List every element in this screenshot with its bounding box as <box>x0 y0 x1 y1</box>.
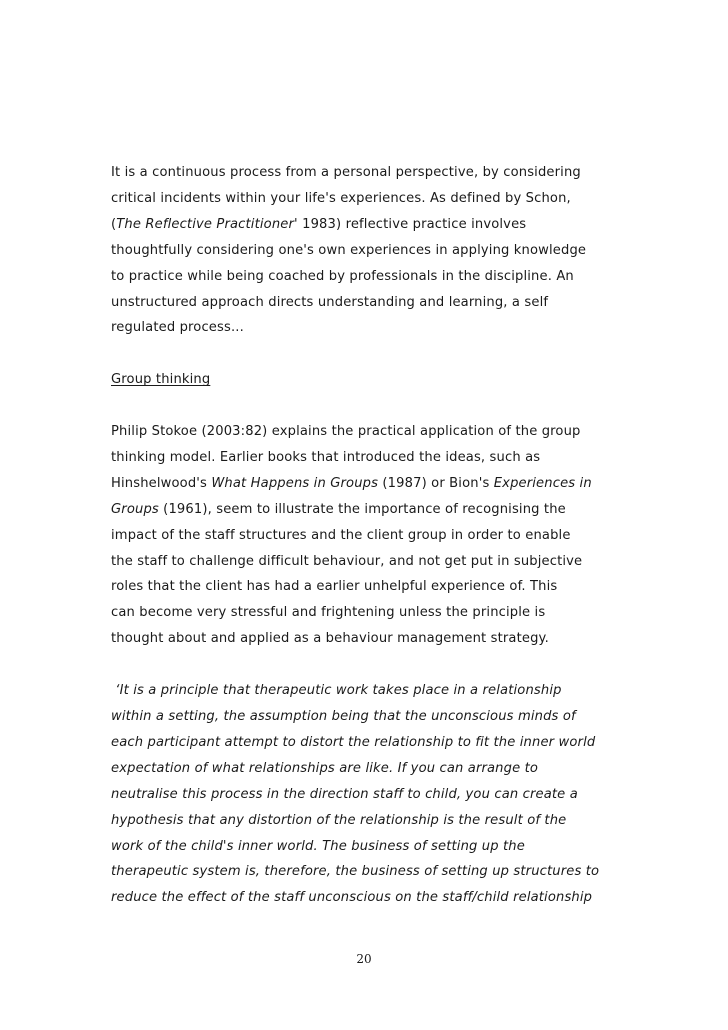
page-number: 20 <box>356 952 372 966</box>
text-fragment: Hinshelwood's <box>111 475 212 491</box>
paragraph-group-thinking <box>111 419 621 652</box>
quote-line: ‘It is a principle that therapeutic work takes place in a relationship <box>111 683 562 699</box>
text-line: thought about and applied as a behaviour management strategy. <box>111 631 549 647</box>
text-line: unstructured approach directs understanding and learning, a self <box>111 294 549 310</box>
quote-line: each participant attempt to distort the relationship to fit the inner world <box>111 734 596 750</box>
book-title: The Reflective Practitioner' <box>116 216 298 232</box>
quote-line: within a setting, the assumption being that the unconscious minds of <box>111 708 576 724</box>
book-title: What Happens in Groups <box>211 475 379 491</box>
book-title: Groups <box>111 501 159 517</box>
page-body <box>111 160 621 911</box>
quote-line: reduce the effect of the staff unconscious on the staff/child relationship <box>111 890 593 906</box>
book-title: Experiences in <box>493 475 592 491</box>
text-line: roles that the client has had a earlier unhelpful experience of. This <box>111 579 558 595</box>
text-line <box>111 497 621 523</box>
text-line <box>111 212 621 238</box>
text-line: thoughtfully considering one's own experiences in applying knowledge <box>111 242 587 258</box>
text-fragment: (1987) or Bion's <box>378 475 494 491</box>
text-fragment: ( <box>111 216 117 232</box>
text-line: can become very stressful and frightening unless the principle is <box>111 605 546 621</box>
text-line: thinking model. Earlier books that introduced the ideas, such as <box>111 449 541 465</box>
text-line: the staff to challenge difficult behaviour, and not get put in subjective <box>111 553 583 569</box>
section-heading: Group thinking <box>111 372 211 388</box>
paragraph-reflective-practice <box>111 160 621 341</box>
text-line: critical incidents within your life's experiences. As defined by Schon, <box>111 190 571 206</box>
text-line: impact of the staff structures and the client group in order to enable <box>111 527 571 543</box>
quote-line: expectation of what relationships are like. If you can arrange to <box>111 760 539 776</box>
text-fragment: (1961), seem to illustrate the importance of recognising the <box>158 501 566 517</box>
quote-line: work of the child's inner world. The business of setting up the <box>111 838 525 854</box>
text-line: Philip Stokoe (2003:82) explains the practical application of the group <box>111 424 581 440</box>
quote-line: therapeutic system is, therefore, the business of setting up structures to <box>111 864 600 880</box>
text-line: It is a continuous process from a personal perspective, by considering <box>111 165 581 180</box>
quote-line: neutralise this process in the direction staff to child, you can create a <box>111 786 578 802</box>
block-quote <box>111 678 621 911</box>
text-line <box>111 471 621 497</box>
text-line: regulated process... <box>111 320 244 336</box>
quote-line: hypothesis that any distortion of the relationship is the result of the <box>111 812 567 828</box>
text-line: to practice while being coached by professionals in the discipline. An <box>111 268 574 284</box>
text-fragment: 1983) reflective practice involves <box>297 216 527 232</box>
